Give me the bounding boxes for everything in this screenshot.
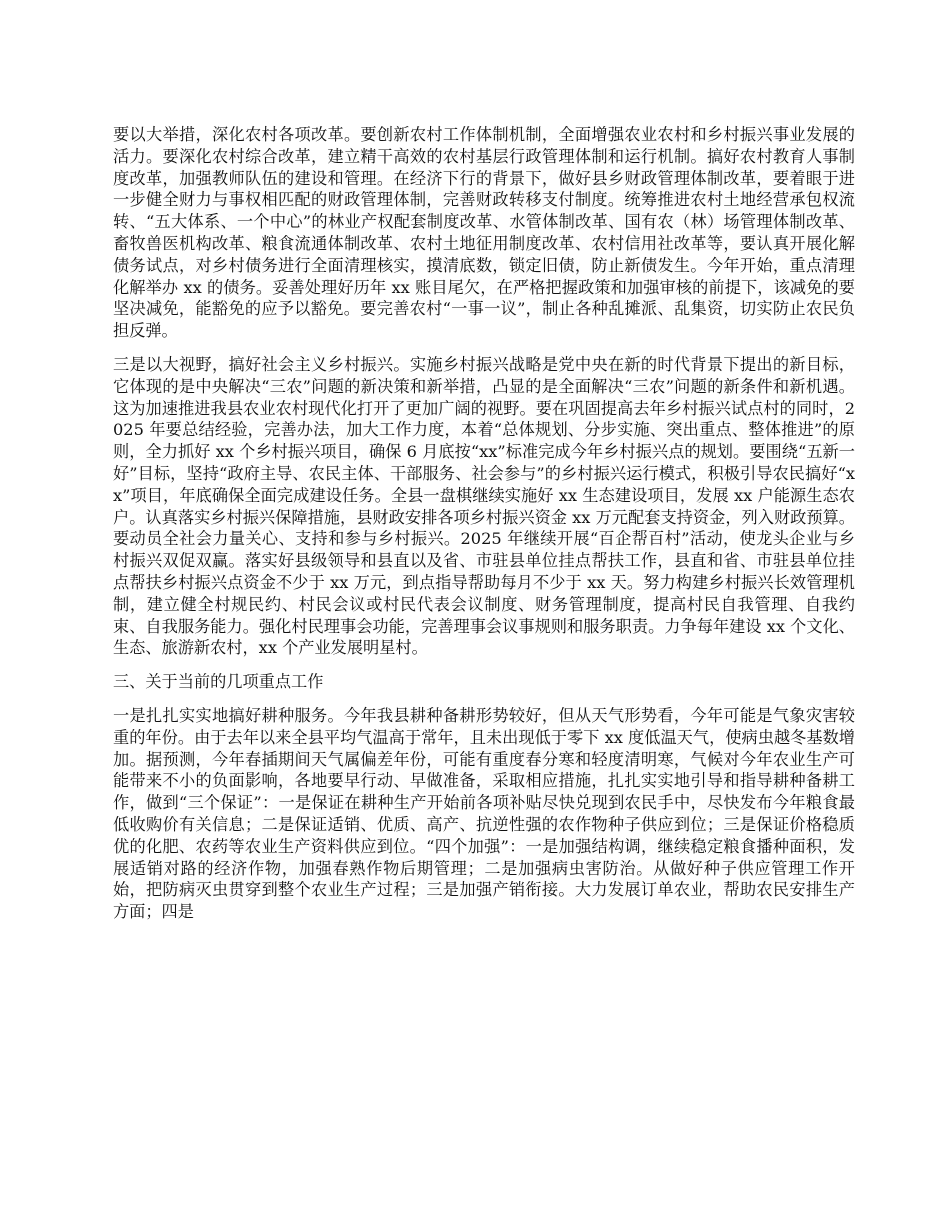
paragraph-farming-services: 一是扎扎实实地搞好耕种服务。今年我县耕种备耕形势较好，但从天气形势看，今年可能是气象灾害较重的年份。由于去年以来全县平均气温高于常年，且未出现低于零下 xx 度低温天气，使病虫越冬基数增加。据预测，今年春插期间天气属偏差年份，可能有重度春分寒和轻度清明寒，气候对今年农业生产可能带来不小的负面影响，各地要早行动、早做准备，采取相应措施，扎扎实实地引导和指导耕种备耕工作，做到“三个保证”：一是保证在耕种生产开始前各项补贴尽快兑现到农民手中，尽快发布今年粮食最低收购价有关信息；二是保证适销、优质、高产、抗逆性强的农作物种子供应到位；三是保证价格稳质优的化肥、农药等农业生产资料供应到位。“四个加强”：一是加强结构调，继续稳定粮食播种面积，发展适销对路的经济作物，加强春熟作物后期管理；二是加强病虫害防治。从做好种子供应管理工作开始，把防病灭虫贯穿到整个农业生产过程；三是加强产销衔接。大力发展订单农业，帮助农民安排生产方面；四是 (113, 705, 855, 922)
document-page (113, 124, 855, 935)
section-heading-key-work: 三、关于当前的几项重点工作 (113, 672, 324, 692)
paragraph-rural-revitalization: 三是以大视野，搞好社会主义乡村振兴。实施乡村振兴战略是党中央在新的时代背景下提出的新目标，它体现的是中央解决“三农”问题的新决策和新举措，凸显的是全面解决“三农”问题的新条件和新机遇。这为加速推进我县农业农村现代化打开了更加广阔的视野。要在巩固提高去年乡村振兴试点村的同时，2025 年要总结经验，完善办法，加大工作力度，本着“总体规划、分步实施、突出重点、整体推进”的原则，全力抓好 xx 个乡村振兴项目，确保 6 月底按“xx”标准完成今年乡村振兴点的规划。要围绕“五新一好”目标，坚持“政府主导、农民主体、干部服务、社会参与”的乡村振兴运行模式，积极引导农民搞好“xx”项目，年底确保全面完成建设任务。全县一盘棋继续实施好 xx 生态建设项目，发展 xx 户能源生态农户。认真落实乡村振兴保障措施，县财政安排各项乡村振兴资金 xx 万元配套支持资金，列入财政预算。要动员全社会力量关心、支持和参与乡村振兴。2025 年继续开展“百企帮百村”活动，使龙头企业与乡村振兴双促双赢。落实好县级领导和县直以及省、市驻县单位挂点帮扶工作，县直和省、市驻县单位挂点帮扶乡村振兴点资金不少于 xx 万元，到点指导帮助每月不少于 xx 天。努力构建乡村振兴长效管理机制，建立健全村规民约、村民会议或村民代表会议制度、财务管理制度，提高村民自我管理、自我约束、自我服务能力。强化村民理事会功能，完善理事会议事规则和服务职责。力争每年建设 xx 个文化、生态、旅游新农村，xx 个产业发展明星村。 (113, 354, 855, 658)
paragraph-rural-reform: 要以大举措，深化农村各项改革。要创新农村工作体制机制，全面增强农业农村和乡村振兴事业发展的活力。要深化农村综合改革，建立精干高效的农村基层行政管理体制和运行机制。搞好农村教育人事制度改革，加强教师队伍的建设和管理。在经济下行的背景下，做好县乡财政管理体制改革，要着眼于进一步健全财力与事权相匹配的财政管理体制，完善财政转移支付制度。统筹推进农村土地经营承包权流转、“五大体系、一个中心”的林业产权配套制度改革、水管体制改革、国有农（林）场管理体制改革、畜牧兽医机构改革、粮食流通体制改革、农村土地征用制度改革、农村信用社改革等，要认真开展化解债务试点，对乡村债务进行全面清理核实，摸清底数，锁定旧债，防止新债发生。今年开始，重点清理化解举办 xx 的债务。妥善处理好历年 xx 账目尾欠，在严格把握政策和加强审核的前提下，该减免的要坚决减免，能豁免的应予以豁免。要完善农村“一事一议”，制止各种乱摊派、乱集资，切实防止农民负担反弹。 (113, 125, 855, 341)
